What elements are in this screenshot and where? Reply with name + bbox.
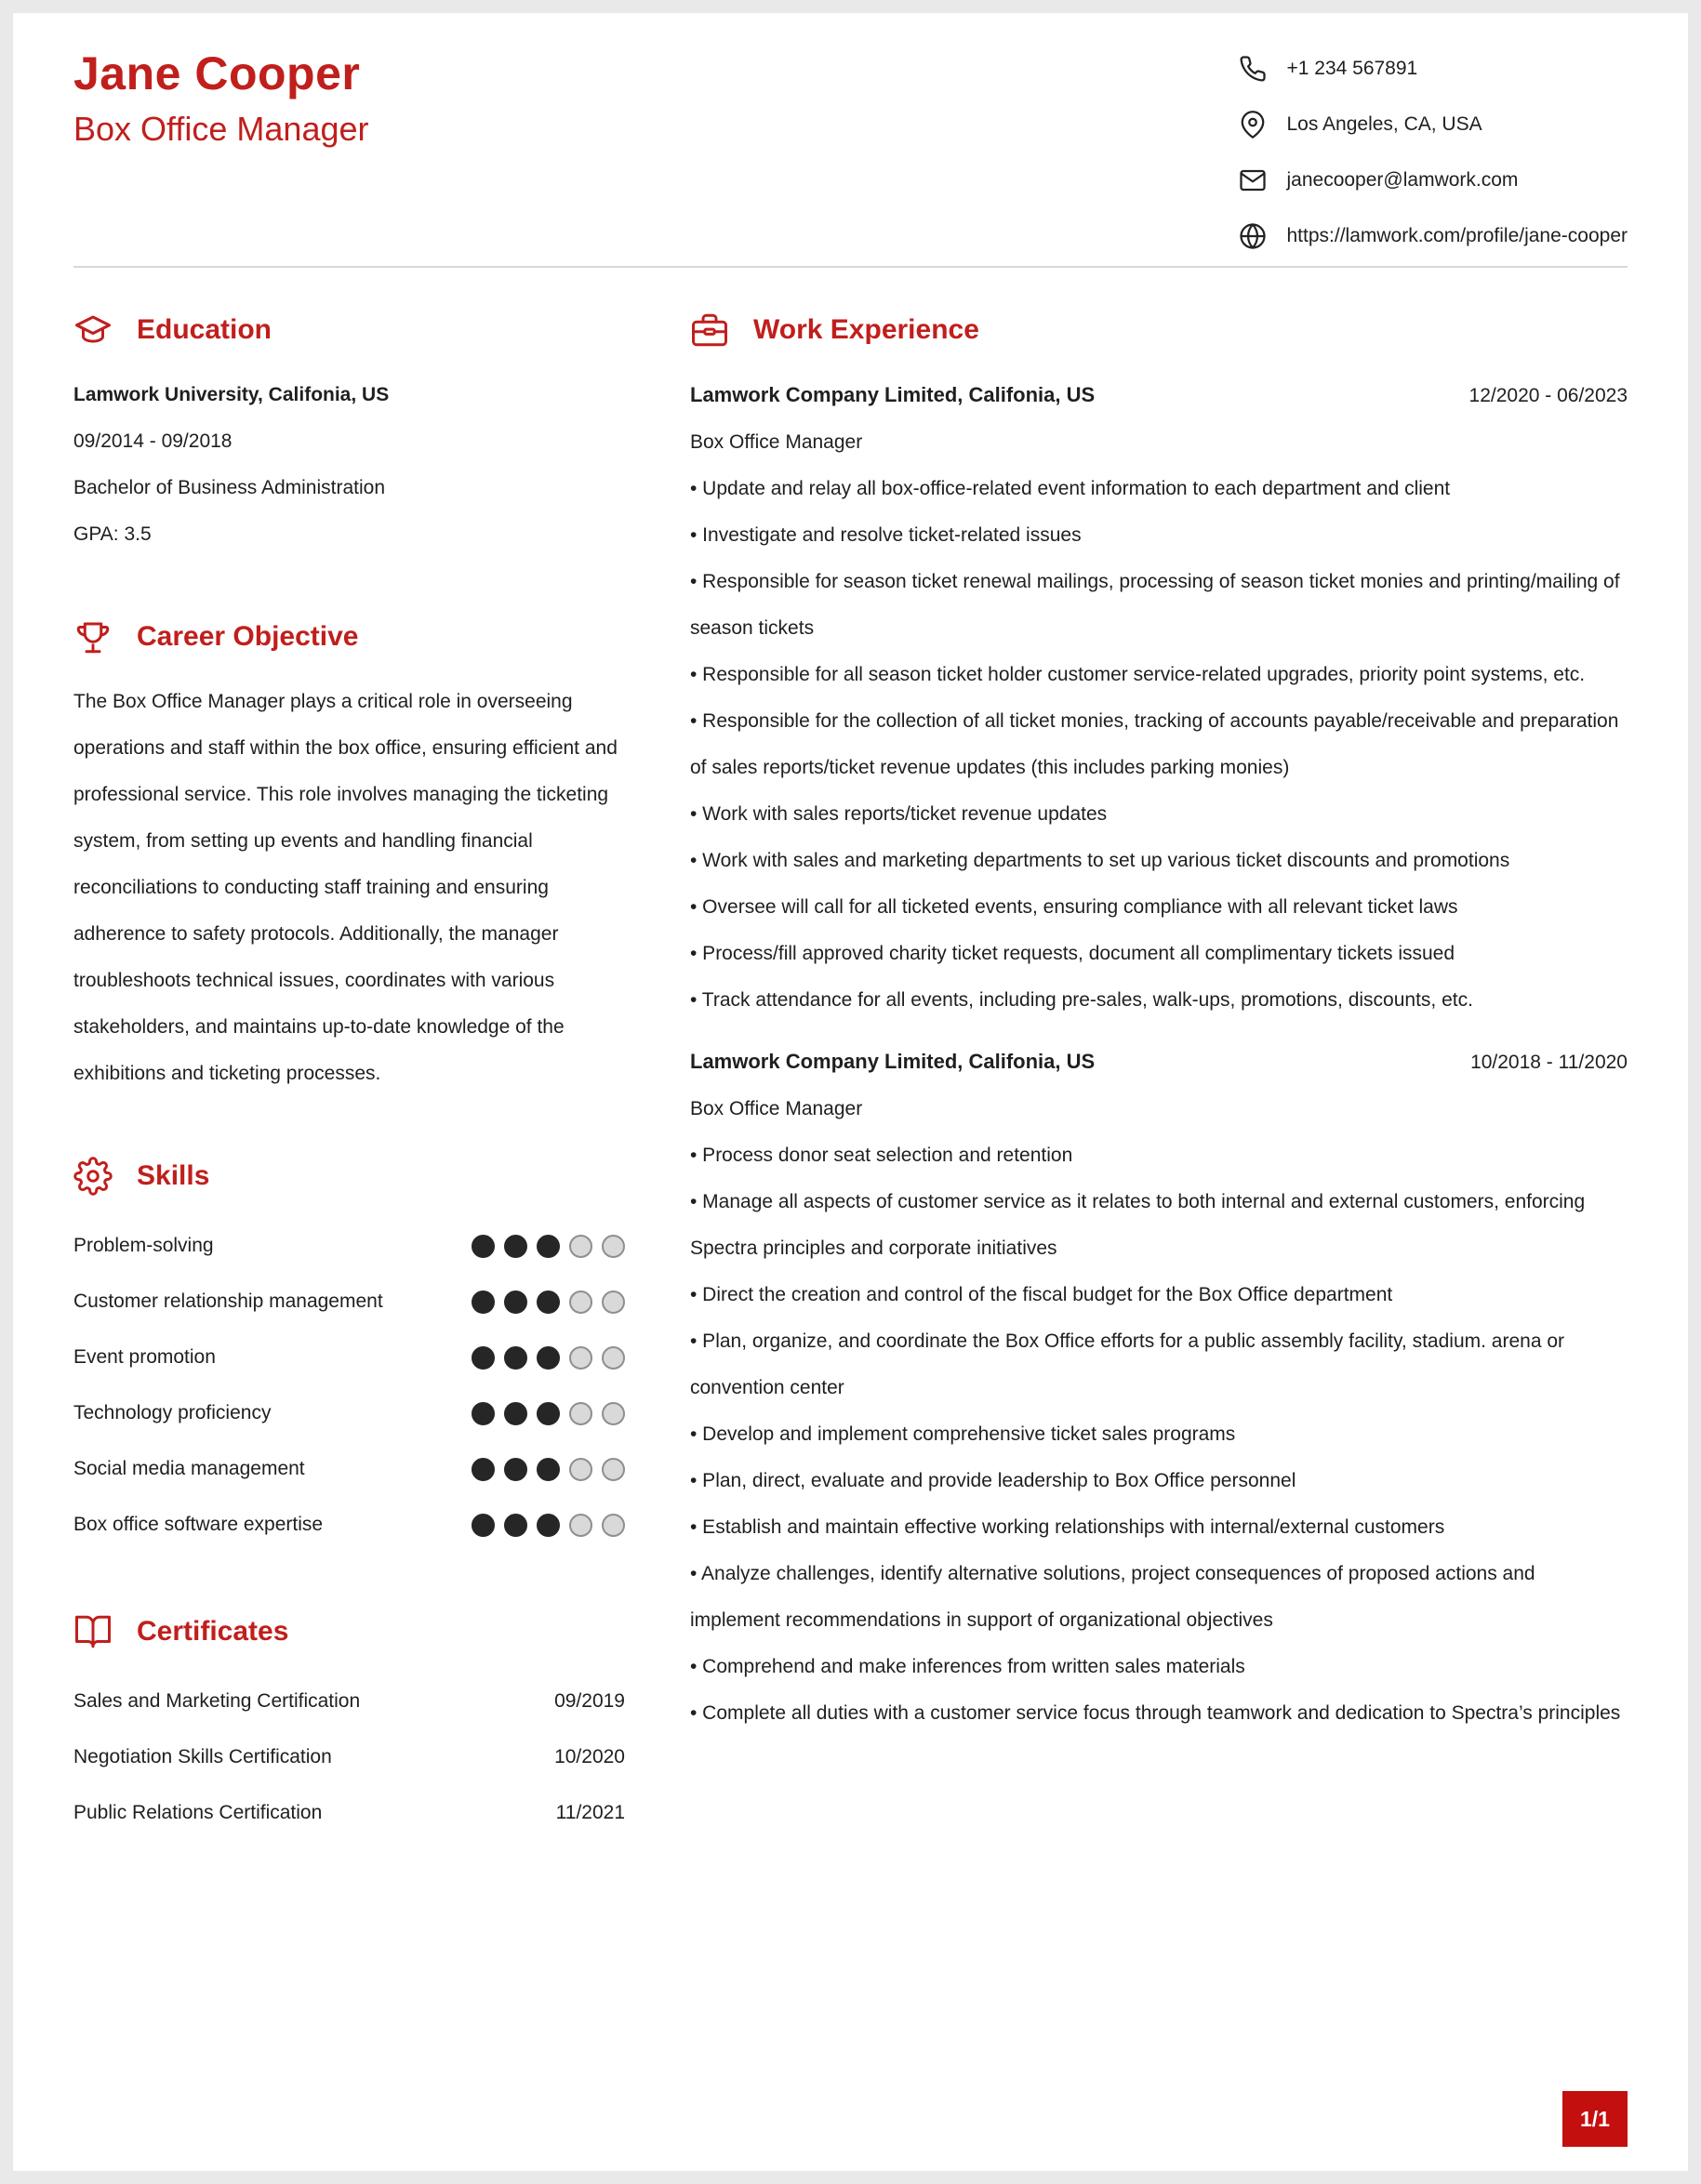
contact-location-text: Los Angeles, CA, USA bbox=[1286, 113, 1482, 135]
skill-label: Box office software expertise bbox=[73, 1514, 324, 1535]
skill-rating bbox=[472, 1458, 625, 1481]
skill-dot bbox=[504, 1291, 527, 1314]
phone-icon bbox=[1239, 55, 1267, 83]
skill-dot bbox=[569, 1514, 592, 1537]
skill-row bbox=[73, 1441, 625, 1497]
skill-dot bbox=[472, 1458, 495, 1481]
skill-dot bbox=[537, 1235, 560, 1258]
job-bullet: • Direct the creation and control of the fiscal budget for the Box Office department bbox=[690, 1284, 1393, 1305]
skill-row bbox=[73, 1218, 625, 1274]
job-bullet: • Track attendance for all events, including pre-sales, walk-ups, promotions, discounts, etc. bbox=[690, 989, 1473, 1011]
identity-block bbox=[73, 39, 369, 149]
skill-dot bbox=[504, 1458, 527, 1481]
skill-dot bbox=[537, 1346, 560, 1370]
skill-dot bbox=[504, 1346, 527, 1370]
job-bullet: • Establish and maintain effective working relationships with internal/external customers bbox=[690, 1516, 1445, 1538]
education-title: Education bbox=[137, 314, 272, 345]
header bbox=[73, 39, 1628, 264]
section-education bbox=[73, 311, 625, 558]
skill-row bbox=[73, 1274, 625, 1330]
skill-dot bbox=[602, 1402, 625, 1425]
skill-label: Social media management bbox=[73, 1458, 305, 1479]
job-bullet: • Plan, direct, evaluate and provide leadership to Box Office personnel bbox=[690, 1470, 1296, 1491]
job-bullet: • Develop and implement comprehensive ticket sales programs bbox=[690, 1423, 1236, 1445]
certificate-name: Sales and Marketing Certification bbox=[73, 1690, 361, 1712]
contact-list bbox=[1239, 39, 1628, 264]
career-objective-title: Career Objective bbox=[137, 621, 359, 652]
contact-email-text: janecooper@lamwork.com bbox=[1286, 169, 1519, 191]
contact-website-text: https://lamwork.com/profile/jane-cooper bbox=[1286, 225, 1628, 246]
skill-row bbox=[73, 1330, 625, 1385]
briefcase-icon bbox=[690, 311, 729, 350]
certificates-title: Certificates bbox=[137, 1616, 289, 1647]
skill-row bbox=[73, 1497, 625, 1553]
skill-dot bbox=[602, 1514, 625, 1537]
skill-dot bbox=[537, 1514, 560, 1537]
skill-dot bbox=[602, 1346, 625, 1370]
certificate-date: 09/2019 bbox=[554, 1690, 625, 1712]
website-icon bbox=[1239, 222, 1267, 250]
job-bullet: • Comprehend and make inferences from written sales materials bbox=[690, 1656, 1245, 1677]
section-certificates bbox=[73, 1612, 625, 1841]
job-bullet: • Analyze challenges, identify alternative solutions, project consequences of proposed actions and implement recommendations in support of organizational objectives bbox=[690, 1563, 1535, 1631]
education-heading bbox=[73, 311, 625, 350]
job-company: Lamwork Company Limited, Califonia, US bbox=[690, 383, 1096, 406]
skill-dot bbox=[504, 1235, 527, 1258]
person-name: Jane Cooper bbox=[73, 47, 361, 99]
section-career-objective bbox=[73, 617, 625, 1097]
skill-rating bbox=[472, 1235, 625, 1258]
right-column bbox=[690, 311, 1628, 1900]
skill-label: Customer relationship management bbox=[73, 1291, 383, 1312]
skill-dot bbox=[602, 1235, 625, 1258]
job-bullet: • Work with sales reports/ticket revenue updates bbox=[690, 803, 1108, 825]
education-school: Lamwork University, Califonia, US bbox=[73, 384, 390, 405]
skill-row bbox=[73, 1385, 625, 1441]
job-bullet: • Investigate and resolve ticket-related issues bbox=[690, 524, 1082, 546]
certificate-name: Negotiation Skills Certification bbox=[73, 1746, 332, 1767]
job-bullet: • Complete all duties with a customer service focus through teamwork and dedication to Spectra’s principles bbox=[690, 1702, 1621, 1724]
job-dates: 10/2018 - 11/2020 bbox=[1470, 1052, 1628, 1073]
contact-location bbox=[1239, 97, 1628, 152]
career-objective-heading bbox=[73, 617, 625, 656]
job-bullet: • Process/fill approved charity ticket requests, document all complimentary tickets issued bbox=[690, 943, 1455, 964]
skill-rating bbox=[472, 1402, 625, 1425]
certificate-row bbox=[73, 1785, 625, 1841]
job-role: Box Office Manager bbox=[690, 1098, 863, 1119]
skills-title: Skills bbox=[137, 1160, 210, 1191]
education-degree: Bachelor of Business Administration bbox=[73, 477, 386, 498]
work-experience-heading bbox=[690, 311, 1628, 350]
resume-page bbox=[13, 13, 1688, 2171]
skill-dot bbox=[472, 1291, 495, 1314]
job-bullet: • Plan, organize, and coordinate the Box Office efforts for a public assembly facility, stadium. arena or convention center bbox=[690, 1330, 1565, 1398]
left-column bbox=[73, 311, 625, 1900]
content-columns bbox=[73, 311, 1628, 1900]
skill-dot bbox=[504, 1402, 527, 1425]
contact-website bbox=[1239, 208, 1628, 264]
skill-dot bbox=[569, 1235, 592, 1258]
job-bullet-list bbox=[690, 1132, 1628, 1737]
email-icon bbox=[1239, 166, 1267, 194]
skill-label: Problem-solving bbox=[73, 1235, 214, 1256]
education-dates: 09/2014 - 09/2018 bbox=[73, 430, 233, 452]
skill-rating bbox=[472, 1346, 625, 1370]
job-entry bbox=[690, 1039, 1628, 1737]
skill-dot bbox=[472, 1402, 495, 1425]
career-objective-text: The Box Office Manager plays a critical role in overseeing operations and staff within the box office, ensuring efficient and professional service. This role involves managing the ticketing system, from setting up events and handling financial reconciliations to conducting staff training and ensuring adherence to safety protocols. Additionally, the manager troubleshoots technical issues, coordinates with various stakeholders, and maintains up-to-date knowledge of the exhibitions and ticketing processes. bbox=[73, 691, 618, 1084]
skill-dot bbox=[569, 1291, 592, 1314]
job-bullet-list bbox=[690, 466, 1628, 1024]
page-indicator: 1/1 bbox=[1562, 2091, 1628, 2147]
open-book-icon bbox=[73, 1612, 113, 1651]
job-bullet: • Work with sales and marketing departments to set up various ticket discounts and promotions bbox=[690, 850, 1510, 871]
skill-dot bbox=[504, 1514, 527, 1537]
skill-dot bbox=[537, 1402, 560, 1425]
header-divider bbox=[73, 266, 1628, 268]
skill-dot bbox=[472, 1514, 495, 1537]
skill-dot bbox=[569, 1346, 592, 1370]
certificate-date: 10/2020 bbox=[554, 1746, 625, 1767]
gear-icon bbox=[73, 1157, 113, 1196]
job-dates: 12/2020 - 06/2023 bbox=[1468, 385, 1628, 406]
certificate-name: Public Relations Certification bbox=[73, 1802, 323, 1823]
job-header bbox=[690, 372, 1628, 419]
skill-dot bbox=[472, 1235, 495, 1258]
job-bullet: • Manage all aspects of customer service as it relates to both internal and external customers, enforcing Spectra principles and corporate initiatives bbox=[690, 1191, 1586, 1259]
skill-dot bbox=[569, 1402, 592, 1425]
job-bullet: • Responsible for the collection of all ticket monies, tracking of accounts payable/receivable and preparation of sales reports/ticket revenue updates (this includes parking monies) bbox=[690, 710, 1619, 778]
education-gpa: GPA: 3.5 bbox=[73, 523, 152, 545]
certificate-row bbox=[73, 1674, 625, 1729]
certificate-date: 11/2021 bbox=[555, 1802, 625, 1823]
certificates-heading bbox=[73, 1612, 625, 1651]
section-work-experience bbox=[690, 311, 1628, 1737]
contact-phone bbox=[1239, 41, 1628, 97]
job-bullet: • Oversee will call for all ticketed events, ensuring compliance with all relevant ticket laws bbox=[690, 896, 1458, 918]
skill-label: Technology proficiency bbox=[73, 1402, 272, 1423]
person-job-title: Box Office Manager bbox=[73, 110, 369, 148]
skill-dot bbox=[537, 1291, 560, 1314]
job-bullet: • Responsible for all season ticket holder customer service-related upgrades, priority point systems, etc. bbox=[690, 664, 1586, 685]
skill-rating bbox=[472, 1291, 625, 1314]
contact-phone-text: +1 234 567891 bbox=[1286, 58, 1418, 79]
skill-dot bbox=[569, 1458, 592, 1481]
certificate-row bbox=[73, 1729, 625, 1785]
location-icon bbox=[1239, 111, 1267, 139]
skill-dot bbox=[602, 1458, 625, 1481]
skills-heading bbox=[73, 1157, 625, 1196]
skill-rating bbox=[472, 1514, 625, 1537]
job-entry bbox=[690, 372, 1628, 1024]
graduation-cap-icon bbox=[73, 311, 113, 350]
job-role: Box Office Manager bbox=[690, 431, 863, 453]
work-experience-title: Work Experience bbox=[753, 314, 979, 345]
skill-dot bbox=[472, 1346, 495, 1370]
contact-email bbox=[1239, 152, 1628, 208]
job-bullet: • Responsible for season ticket renewal mailings, processing of season ticket monies and printing/mailing of season tickets bbox=[690, 571, 1620, 639]
skill-dot bbox=[602, 1291, 625, 1314]
job-bullet: • Process donor seat selection and retention bbox=[690, 1145, 1073, 1166]
job-header bbox=[690, 1039, 1628, 1086]
section-skills bbox=[73, 1157, 625, 1553]
skill-dot bbox=[537, 1458, 560, 1481]
trophy-icon bbox=[73, 617, 113, 656]
job-company: Lamwork Company Limited, Califonia, US bbox=[690, 1050, 1096, 1073]
skill-label: Event promotion bbox=[73, 1346, 216, 1368]
job-bullet: • Update and relay all box-office-related event information to each department and client bbox=[690, 478, 1451, 499]
